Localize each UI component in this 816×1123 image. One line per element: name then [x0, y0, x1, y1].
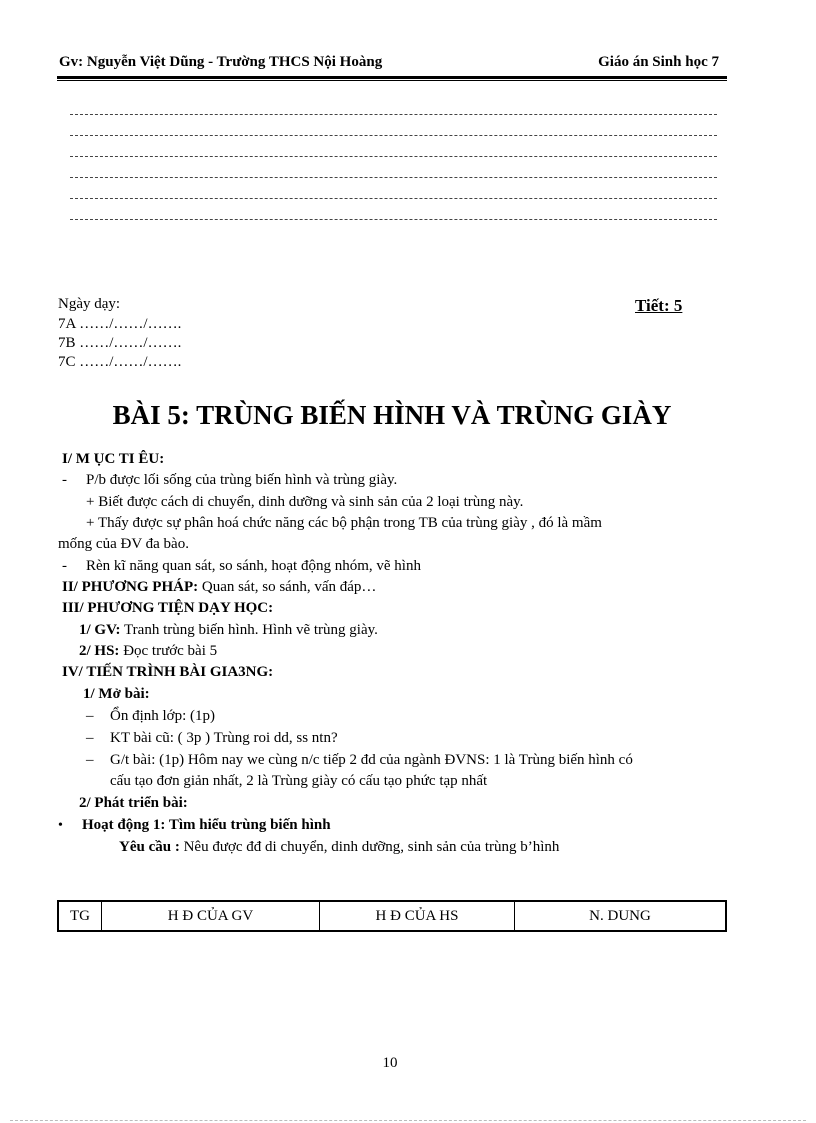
answer-line: [70, 177, 717, 178]
answer-line: [70, 156, 717, 157]
schedule-class-7a: 7A ……/……/…….: [58, 316, 182, 332]
lesson-period: Tiết: 5: [635, 296, 683, 315]
table-header-row: [58, 901, 726, 931]
list-dash: –: [86, 730, 94, 746]
objective-line: mống của ĐV đa bào.: [58, 536, 189, 552]
schedule-class-7c: 7C ……/……/…….: [58, 354, 182, 370]
intro-heading: 1/ Mở bài:: [83, 686, 150, 702]
intro-item: Ổn định lớp: (1p): [110, 708, 216, 724]
materials-student-label: 2/ HS:: [79, 643, 120, 659]
page-number: 10: [382, 1055, 398, 1071]
section-objectives-heading: I/ M ỤC TI ÊU:: [62, 451, 165, 467]
intro-item: G/t bài: (1p) Hôm nay we cùng n/c tiếp 2 đd của ngành ĐVNS: 1 là Trùng biến hình có: [110, 752, 633, 768]
table-header-cell: H Đ CỦA GV: [102, 901, 320, 931]
objective-line: + Thấy được sự phân hoá chức năng các bộ phận trong TB của trùng giày , đó là mầm: [86, 515, 602, 531]
table-header-cell: N. DUNG: [515, 901, 727, 931]
materials-teacher: [79, 622, 378, 639]
table-header-cell: TG: [58, 901, 102, 931]
header-divider: [57, 76, 727, 81]
objective-line: Rèn kĩ năng quan sát, so sánh, hoạt động nhóm, vẽ hình: [86, 558, 421, 574]
section-methods: [62, 579, 376, 596]
materials-student-text: Đọc trước bài 5: [119, 643, 218, 659]
methods-text: Quan sát, so sánh, vấn đáp…: [198, 579, 377, 595]
bullet-icon: •: [58, 818, 63, 833]
requirement-label: Yêu cầu :: [119, 839, 180, 855]
lesson-title: BÀI 5: TRÙNG BIẾN HÌNH VÀ TRÙNG GIÀY: [112, 400, 672, 430]
materials-teacher-label: 1/ GV:: [79, 622, 121, 638]
materials-student: [79, 643, 217, 660]
table-header-cell: H Đ CỦA HS: [320, 901, 515, 931]
list-dash: -: [62, 558, 67, 574]
requirement-text: Nêu được đđ di chuyển, dinh dưỡng, sinh sản của trùng b’hình: [179, 839, 560, 855]
list-dash: -: [62, 472, 67, 488]
section-methods-heading: II/ PHƯƠNG PHÁP:: [62, 579, 199, 595]
answer-line: [70, 198, 717, 199]
objective-line: P/b được lối sống của trùng biến hình và trùng giày.: [86, 472, 398, 488]
answer-line: [70, 135, 717, 136]
objective-line: + Biết được cách di chuyển, dinh dưỡng và sinh sản của 2 loại trùng này.: [86, 494, 524, 510]
intro-item-continuation: cấu tạo đơn giản nhất, 2 là Trùng giày có cấu tạo phức tạp nhất: [110, 773, 488, 789]
answer-line: [70, 114, 717, 115]
list-dash: –: [86, 752, 94, 768]
page-bottom-border: [10, 1120, 806, 1121]
materials-teacher-text: Tranh trùng biến hình. Hình vẽ trùng giày.: [120, 622, 378, 638]
schedule-class-7b: 7B ……/……/…….: [58, 335, 182, 351]
intro-item: KT bài cũ: ( 3p ) Trùng roi dd, ss ntn?: [110, 730, 338, 746]
activity-table: [57, 900, 727, 932]
activity-heading: Hoạt động 1: Tìm hiểu trùng biến hình: [82, 817, 331, 833]
section-procedure-heading: IV/ TIẾN TRÌNH BÀI GIA3NG:: [62, 664, 274, 680]
answer-line: [70, 219, 717, 220]
activity-requirement: [119, 839, 559, 856]
header-right: Giáo án Sinh học 7: [598, 54, 719, 70]
development-heading: 2/ Phát triển bài:: [79, 795, 188, 811]
section-materials-heading: III/ PHƯƠNG TIỆN DẠY HỌC:: [62, 600, 274, 616]
header-left: Gv: Nguyễn Việt Dũng - Trường THCS Nội Hoàng: [59, 54, 383, 70]
list-dash: –: [86, 708, 94, 724]
schedule-label: Ngày dạy:: [58, 296, 121, 312]
